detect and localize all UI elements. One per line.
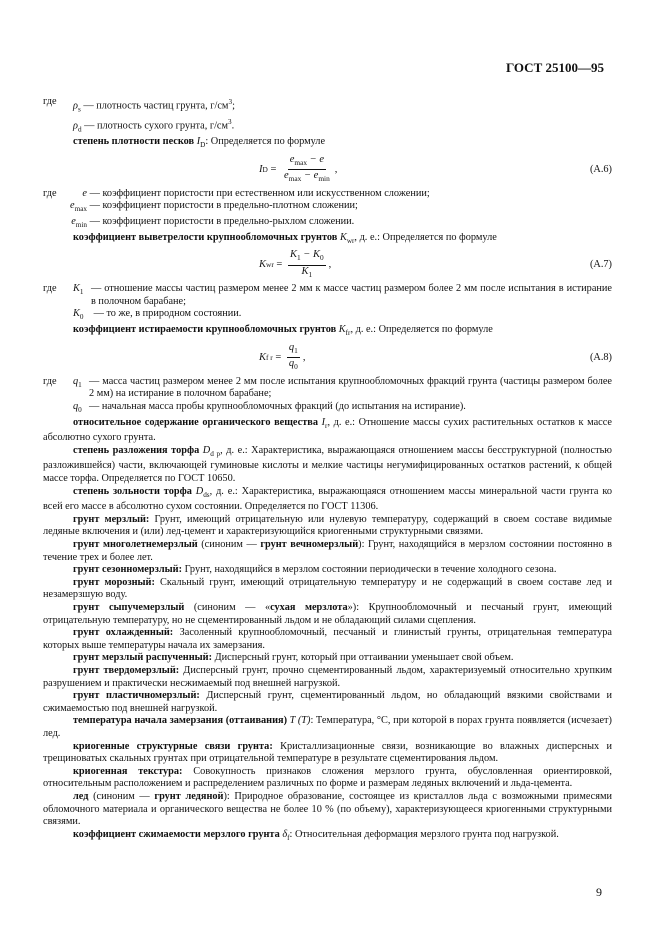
e-row: где e — коэффициент пористости при естественном или искусственном сложении; [43, 187, 430, 199]
formula-a6: I D = $\frac{e_{max} - e}{e_{max} - e_{min}}$ , (А.6) [43, 152, 612, 188]
definition-term: криогенная текстура: [73, 765, 183, 777]
formula-a8-number: (А.8) [589, 351, 612, 363]
definition-paragraph [43, 690, 615, 715]
definition-synonym: грунт вечномерзлый [260, 539, 359, 551]
definition-text: : Температура, °С, при которой в порах грунта появляется (исчезает) лед. [43, 715, 615, 739]
abrasion-definition: коэффициент истираемости крупнообломочных грунтов $K_{fr}$, д. е.: Определяется по формуле [73, 324, 493, 338]
definition-paragraph [43, 740, 615, 766]
definition-paragraph [43, 513, 615, 539]
rho-s-def: $\rho_s$ — плотность частиц грунта, $г/см^3$; [73, 98, 235, 114]
definition-term: грунт сыпучемерзлый [73, 602, 185, 614]
definition-paragraph [43, 665, 615, 690]
definition-paragraph [43, 416, 615, 445]
definition-text: Грунт, находящийся в мерзлом состоянии периодически в течение холодного сезона. [182, 564, 557, 576]
k0-row: $K_0$ — то же, в природном состоянии. [73, 308, 242, 322]
definition-symbol: D [195, 485, 204, 497]
standard-header: ГОСТ 25100—95 [505, 60, 604, 75]
definition-symbol-subscript: f [287, 833, 290, 842]
formula-a7-fraction: $\frac{K_1 - K_0}{K_1}$ [289, 249, 324, 280]
synonym-prefix: (синоним — [197, 539, 261, 551]
formula-a8-fraction: $\frac{q_1}{q_0}$ [288, 341, 298, 372]
definition-text: ): Природное образование, состоящее из кристаллов льда с возможными примесями обломочного материала и органического вещества не более 10 % (по объему), характеризующееся криогенными структурными связями. [43, 790, 615, 828]
k1-row: где $K_1$ — отношение массы частиц размером менее 2 мм к массе частиц размером более 2 мм после испытания в истирание в полочном барабане; [43, 283, 612, 307]
definition-paragraph [43, 576, 615, 602]
definition-text: Совокупность признаков сложения мерзлого грунта, обусловленная ориентировкой, относительным расположением и распределением различных по форме и размерам ледяных включений и льда-цемента. [43, 765, 615, 790]
definition-text: , д. е.: Отношение массы сухих растительных остатков к массе абсолютно сухого грунта. [43, 416, 615, 444]
definitions-list [43, 416, 615, 845]
definition-text: , д. е.: Характеристика, выражающаяся отношением массы минеральной части грунта ко всей его массе в абсолютно сухом состоянии. Определяется по ГОСТ 11306. [43, 485, 615, 513]
definition-symbol-subscript: r [325, 421, 328, 430]
definition-paragraph [43, 627, 615, 652]
definition-text: Скальный грунт, имеющий отрицательную температуру и не содержащий в своем составе лед и незамерзшую воду. [43, 576, 615, 601]
synonym-prefix: (синоним — [88, 790, 155, 802]
definition-symbol: D [202, 444, 211, 456]
page-number: 9 [596, 885, 602, 899]
definition-term: криогенные структурные связи грунта: [73, 740, 273, 752]
definition-paragraph [43, 602, 615, 627]
density-definition: степень плотности песков $I_D$: Определяется по формуле [73, 136, 326, 150]
synonym-prefix: (синоним — « [184, 602, 271, 614]
definition-paragraph [43, 715, 615, 740]
definition-term: степень разложения торфа [73, 444, 200, 456]
definition-symbol: δ [282, 828, 288, 840]
definition-term: грунт мерзлый: [73, 513, 150, 525]
where-label: где [43, 96, 57, 107]
definition-term: грунт многолетнемерзлый [73, 539, 198, 551]
definition-synonym: сухая мерзлота [270, 602, 348, 614]
definition-text: Кристаллизационные связи, возникающие во влажных дисперсных и трещиноватых скальных грунтах при отрицательной температуре в результате сцементирования льдом. [43, 740, 615, 765]
definition-synonym: грунт ледяной [154, 790, 224, 802]
rho-d-row [73, 116, 612, 136]
formula-a8: K f r = $\frac{q_1}{q_0}$ , (А.8) [43, 340, 612, 376]
definition-paragraph [43, 539, 615, 564]
emax-row: $e_{max}$ — коэффициент пористости в предельно-плотном сложении; [70, 200, 358, 214]
definition-term: грунт мерзлый распученный: [73, 652, 213, 664]
definition-paragraph [43, 485, 615, 514]
definition-term: коэффициент сжимаемости мерзлого грунта [73, 828, 280, 840]
definition-term: степень зольности торфа [73, 485, 192, 497]
definition-term: грунт сезонномерзлый: [73, 564, 183, 576]
definition-term: относительное содержание органического вещества [73, 416, 318, 428]
formula-a6-number: (А.6) [589, 163, 612, 175]
definition-paragraph [43, 564, 612, 577]
rho-d-def: $\rho_d$ — плотность сухого грунта, $г/см^3$. [73, 118, 235, 134]
definition-text: Засоленный крупнообломочный, песчаный и глинистый грунты, отрицательная температура которых выше температуры начала их замерзания. [43, 627, 615, 651]
definition-symbol: T (T) [289, 715, 311, 727]
definition-symbol: I [321, 416, 326, 428]
formula-a7: K wr = $\frac{K_1 - K_0}{K_1}$ , (А.7) [43, 247, 612, 283]
q0-row: $q_0$ — начальная масса пробы крупнообломочных фракций (до испытания на истирание). [73, 400, 466, 414]
formula-a7-number: (А.7) [589, 259, 612, 271]
definition-paragraph [43, 765, 615, 791]
definition-term: грунт морозный: [73, 576, 155, 588]
definition-term: лед [73, 790, 89, 802]
definition-text: Дисперсный грунт, сцементированный льдом, но обладающий вязкими свойствами и сжимаемостью под внешней нагрузкой. [43, 690, 615, 714]
definition-text: Дисперсный грунт, прочно сцементированный льдом, характеризуемый относительно хрупким разрушением и практически несжимаемый под внешней нагрузкой. [43, 665, 615, 689]
definition-symbol-subscript: ds [203, 490, 210, 499]
definition-text: Дисперсный грунт, который при оттаивании уменьшает свой объем. [212, 652, 514, 664]
definition-paragraph [43, 829, 612, 845]
definition-text: Грунт, имеющий отрицательную или нулевую температуру, содержащий в своем составе видимые ледяные включения и (или) лед-цемент и характеризующийся криогенными структурными связями. [43, 513, 615, 538]
definition-term: температура начала замерзания (оттаивания) [73, 715, 288, 727]
definition-paragraph [43, 790, 615, 829]
rho-s-row [43, 96, 612, 116]
emin-row: $e_{min}$ — коэффициент пористости в предельно-рыхлом сложении. [71, 216, 355, 230]
q1-row: где $q_1$ — масса частиц размером менее 2 мм после испытания крупнообломочных фракций грунта (частицы размером более 2 мм) на истирание в полочном барабане; [43, 375, 612, 400]
definition-term: грунт охлажденный: [73, 627, 174, 639]
definition-text: , д. е.: Характеристика, выражающаяся отношением массы бесструктурной (полностью разложившейся) части, включающей гуминовые кислоты и мелкие частицы негумифицированных остатков растений, к общей массе торфа. Определяется по ГОСТ 10650. [43, 444, 615, 485]
page-body [43, 96, 615, 844]
definition-text: : Относительная деформация мерзлого грунта под нагрузкой. [289, 828, 559, 840]
definition-paragraph [43, 444, 615, 486]
weathering-definition: коэффициент выветрелости крупнообломочных грунтов $K_{wr}$, д. е.: Определяется по формуле [73, 231, 497, 245]
definition-text: »): Крупнообломочный и песчаный грунт, имеющий отрицательную температуру, но не сцементированный льдом и не обладающий силами сцепления. [43, 602, 615, 626]
definition-symbol-subscript: d p [210, 449, 221, 458]
definition-term: грунт твердомерзлый: [73, 665, 180, 676]
formula-a6-fraction: $\frac{e_{max} - e}{e_{max} - e_{min}}$ [283, 153, 330, 184]
definition-paragraph [43, 652, 612, 665]
definition-term: грунт пластичномерзлый: [73, 690, 200, 702]
definition-text: ): Грунт, находящийся в мерзлом состоянии постоянно в течение трех и более лет. [43, 539, 615, 563]
